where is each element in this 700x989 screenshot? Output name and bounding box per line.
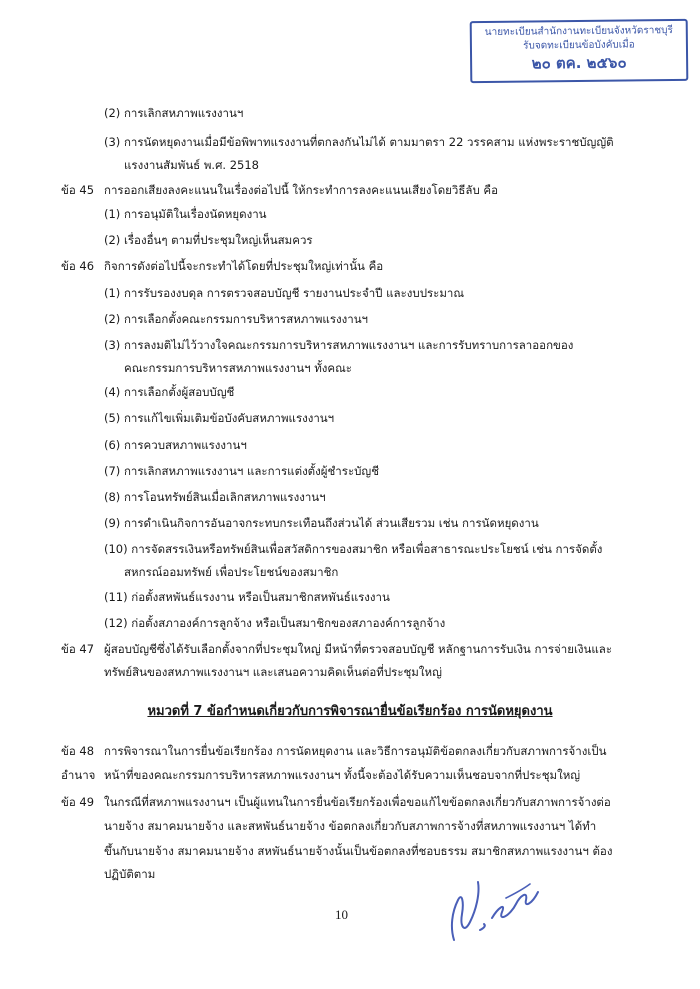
line-23: ทรัพย์สินของสหภาพแรงงานฯ และเสนอความคิดเห็นต่อที่ประชุมใหญ่: [104, 665, 442, 679]
line-15: (7) การเลิกสหภาพแรงงานฯ และการแต่งตั้งผู้ชำระบัญชี: [104, 464, 380, 478]
line-29: ปฏิบัติตาม: [104, 867, 156, 881]
section-label-authority: อำนาจ: [61, 768, 96, 782]
line-27: นายจ้าง สมาคมนายจ้าง และสหพันธ์นายจ้าง ข้อตกลงเกี่ยวกับสภาพการจ้างที่สหภาพแรงงานฯ ได้ทำ: [104, 819, 597, 833]
line-11: คณะกรรมการบริหารสหภาพแรงงานฯ ทั้งคณะ: [124, 361, 352, 375]
page-number: 10: [335, 907, 348, 922]
line-25: หน้าที่ของคณะกรรมการบริหารสหภาพแรงงานฯ ทั้งนี้จะต้องได้รับความเห็นชอบจากที่ประชุมใหญ่: [104, 768, 581, 782]
line-13: (5) การแก้ไขเพิ่มเติมข้อบังคับสหภาพแรงงานฯ: [104, 411, 335, 425]
line-10: (3) การลงมติไม่ไว้วางใจคณะกรรมการบริหารสหภาพแรงงานฯ และการรับทราบการลาออกของ: [104, 338, 574, 352]
line-12: (4) การเลือกตั้งผู้สอบบัญชี: [104, 385, 235, 399]
section-label-45: ข้อ 45: [61, 183, 95, 197]
line-5: (1) การอนุมัติในเรื่องนัดหยุดงาน: [104, 207, 267, 221]
registration-stamp: [470, 19, 689, 83]
line-3: แรงงานสัมพันธ์ พ.ศ. 2518: [124, 158, 259, 172]
line-8: (1) การรับรองงบดุล การตรวจสอบบัญชี รายงานประจำปี และงบประมาณ: [104, 286, 465, 300]
line-18: (10) การจัดสรรเงินหรือทรัพย์สินเพื่อสวัสดิการของสมาชิก หรือเพื่อสาธารณะประโยชน์ เช่น การจัดตั้ง: [104, 542, 603, 556]
line-7: กิจการดังต่อไปนี้จะกระทำได้โดยที่ประชุมใหญ่เท่านั้น คือ: [104, 259, 384, 273]
line-19: สหกรณ์ออมทรัพย์ เพื่อประโยชน์ของสมาชิก: [124, 565, 339, 579]
line-28: ขึ้นกับนายจ้าง สมาคมนายจ้าง สหพันธ์นายจ้างนั้นเป็นข้อตกลงที่ชอบธรรม สมาชิกสหภาพแรงงานฯ ต้อง: [104, 844, 613, 858]
line-6: (2) เรื่องอื่นๆ ตามที่ประชุมใหญ่เห็นสมควร: [104, 233, 313, 247]
stamp-line-2: รับจดทะเบียนข้อบังคับเมื่อ: [523, 39, 635, 52]
line-14: (6) การควบสหภาพแรงงานฯ: [104, 438, 247, 452]
line-9: (2) การเลือกตั้งคณะกรรมการบริหารสหภาพแรงงานฯ: [104, 312, 369, 326]
section-label-49: ข้อ 49: [61, 795, 95, 809]
line-1: (2) การเลิกสหภาพแรงงานฯ: [104, 106, 244, 120]
section-label-47: ข้อ 47: [61, 642, 95, 656]
line-24: การพิจารณาในการยื่นข้อเรียกร้อง การนัดหยุดงาน และวิธีการอนุมัติข้อตกลงเกี่ยวกับสภาพการจ้างเป็น: [104, 744, 607, 758]
line-2: (3) การนัดหยุดงานเมื่อมีข้อพิพาทแรงงานที่ตกลงกันไม่ได้ ตามมาตรา 22 วรรคสาม แห่งพระราชบัญญัติ: [104, 135, 614, 149]
line-20: (11) ก่อตั้งสหพันธ์แรงงาน หรือเป็นสมาชิกสหพันธ์แรงงาน: [104, 590, 390, 604]
stamp-date: ๒๐ ตค. ๒๕๖๐: [531, 53, 627, 73]
line-16: (8) การโอนทรัพย์สินเมื่อเลิกสหภาพแรงงานฯ: [104, 490, 326, 504]
line-26: ในกรณีที่สหภาพแรงงานฯ เป็นผู้แทนในการยื่นข้อเรียกร้องเพื่อขอแก้ไขข้อตกลงเกี่ยวกับสภาพการจ้างต่อ: [104, 795, 611, 809]
line-4: การออกเสียงลงคะแนนในเรื่องต่อไปนี้ ให้กระทำการลงคะแนนเสียงโดยวิธีลับ คือ: [104, 183, 499, 197]
section-label-46: ข้อ 46: [61, 259, 95, 273]
chapter-heading: หมวดที่ 7 ข้อกำหนดเกี่ยวกับการพิจารณายื่นข้อเรียกร้อง การนัดหยุดงาน: [147, 704, 553, 719]
line-17: (9) การดำเนินกิจการอันอาจกระทบกระเทือนถึงส่วนได้ ส่วนเสียรวม เช่น การนัดหยุดงาน: [104, 516, 539, 530]
handwritten-signature: [440, 872, 550, 947]
section-label-48: ข้อ 48: [61, 744, 95, 758]
line-22: ผู้สอบบัญชีซึ่งได้รับเลือกตั้งจากที่ประชุมใหญ่ มีหน้าที่ตรวจสอบบัญชี หลักฐานการรับเงิน การจ่ายเงินและ: [104, 642, 613, 656]
stamp-line-1: นายทะเบียนสำนักงานทะเบียนจังหวัดราชบุรี: [484, 25, 673, 38]
line-21: (12) ก่อตั้งสภาองค์การลูกจ้าง หรือเป็นสมาชิกของสภาองค์การลูกจ้าง: [104, 616, 446, 630]
